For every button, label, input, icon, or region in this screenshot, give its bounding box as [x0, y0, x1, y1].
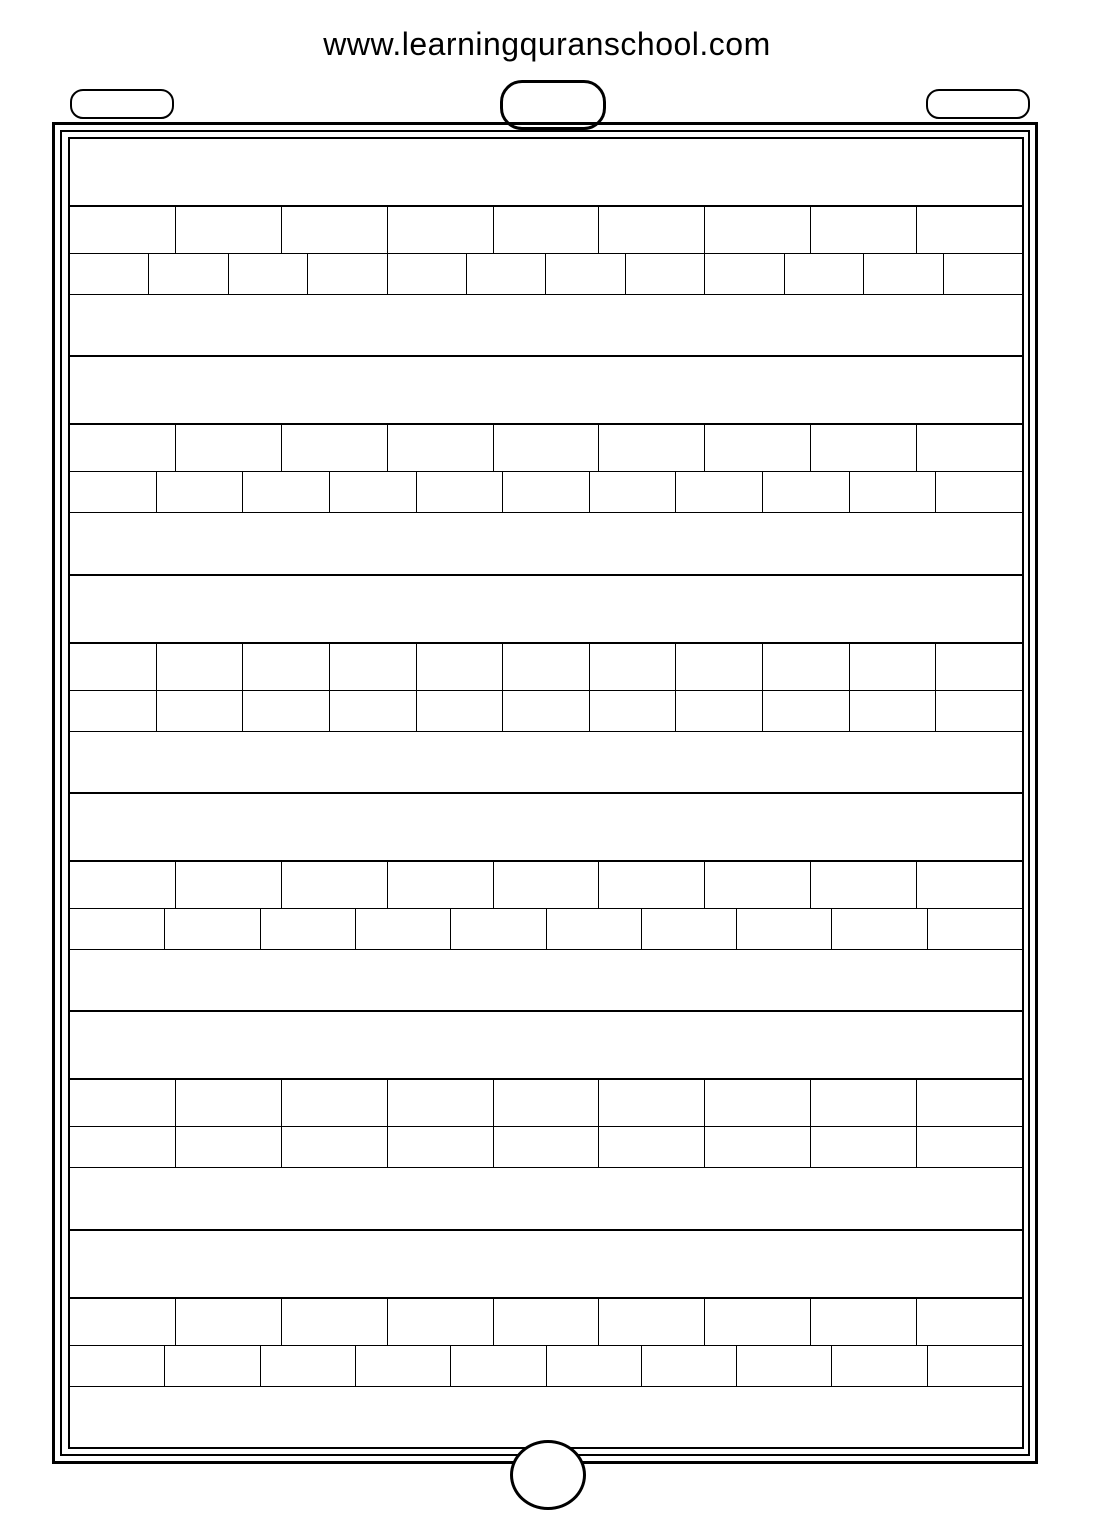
translation-cell — [502, 472, 589, 512]
verse-text — [70, 576, 1022, 644]
translation-cell — [70, 909, 164, 949]
word-cell — [281, 425, 387, 471]
word-cell — [916, 1080, 1022, 1126]
word-cell — [810, 1080, 916, 1126]
word-cell — [704, 1080, 810, 1126]
word-cell — [387, 425, 493, 471]
full-translation — [70, 1168, 1022, 1228]
translation-cell — [675, 472, 762, 512]
translation-cell — [849, 691, 936, 731]
word-cell — [175, 425, 281, 471]
word-cell — [598, 1299, 704, 1345]
page-content — [68, 137, 1024, 1449]
word-cell — [704, 1299, 810, 1345]
translation-cell — [355, 909, 450, 949]
translation-cell — [416, 691, 503, 731]
word-cell — [493, 1299, 599, 1345]
word-cell — [704, 425, 810, 471]
translation-cell — [228, 254, 307, 294]
translation-row — [70, 1346, 1022, 1387]
word-cell — [281, 862, 387, 908]
word-cell — [387, 207, 493, 253]
translation-cell — [156, 472, 243, 512]
word-cell — [175, 1080, 281, 1126]
translation-row — [70, 472, 1022, 513]
verse-text — [70, 139, 1022, 207]
word-cell — [281, 1299, 387, 1345]
word-cell — [387, 862, 493, 908]
word-row — [70, 1080, 1022, 1127]
word-cell — [598, 207, 704, 253]
word-cell — [329, 644, 416, 690]
word-row — [70, 862, 1022, 909]
full-translation — [70, 295, 1022, 355]
word-cell — [916, 207, 1022, 253]
translation-cell — [589, 691, 676, 731]
translation-cell — [736, 909, 831, 949]
translation-row — [70, 254, 1022, 295]
translation-cell — [704, 1127, 810, 1167]
verse-section — [70, 794, 1022, 1012]
verse-text — [70, 1231, 1022, 1299]
translation-cell — [598, 1127, 704, 1167]
word-cell — [675, 644, 762, 690]
translation-cell — [831, 909, 926, 949]
word-cell — [156, 644, 243, 690]
translation-cell — [736, 1346, 831, 1386]
word-cell — [387, 1080, 493, 1126]
word-cell — [281, 207, 387, 253]
word-row — [70, 425, 1022, 472]
word-cell — [704, 862, 810, 908]
word-cell — [502, 644, 589, 690]
word-cell — [916, 425, 1022, 471]
para-label — [926, 89, 1030, 119]
word-cell — [810, 425, 916, 471]
translation-cell — [831, 1346, 926, 1386]
word-cell — [916, 862, 1022, 908]
full-translation — [70, 950, 1022, 1010]
translation-cell — [416, 472, 503, 512]
translation-cell — [387, 254, 466, 294]
translation-cell — [625, 254, 704, 294]
verse-text — [70, 357, 1022, 425]
word-cell — [175, 862, 281, 908]
manzil-badge — [510, 1440, 586, 1510]
word-cell — [598, 425, 704, 471]
verse-text — [70, 1012, 1022, 1080]
verse-section — [70, 139, 1022, 357]
word-cell — [589, 644, 676, 690]
translation-cell — [943, 254, 1022, 294]
word-cell — [175, 1299, 281, 1345]
word-cell — [935, 644, 1022, 690]
translation-cell — [927, 1346, 1022, 1386]
full-translation — [70, 513, 1022, 573]
verse-text — [70, 794, 1022, 862]
word-cell — [387, 1299, 493, 1345]
translation-cell — [546, 1346, 641, 1386]
translation-cell — [849, 472, 936, 512]
word-cell — [810, 207, 916, 253]
verse-section — [70, 1231, 1022, 1447]
full-translation — [70, 1387, 1022, 1447]
word-row — [70, 207, 1022, 254]
word-cell — [598, 1080, 704, 1126]
translation-row — [70, 691, 1022, 732]
full-translation — [70, 732, 1022, 792]
word-cell — [762, 644, 849, 690]
translation-cell — [935, 691, 1022, 731]
word-cell — [70, 207, 175, 253]
word-cell — [70, 1299, 175, 1345]
page-header — [70, 80, 1030, 126]
translation-cell — [450, 1346, 545, 1386]
translation-cell — [260, 1346, 355, 1386]
word-row — [70, 1299, 1022, 1346]
translation-cell — [589, 472, 676, 512]
word-cell — [493, 1080, 599, 1126]
word-cell — [598, 862, 704, 908]
word-cell — [704, 207, 810, 253]
word-cell — [849, 644, 936, 690]
translation-cell — [164, 909, 259, 949]
word-cell — [242, 644, 329, 690]
translation-cell — [762, 472, 849, 512]
verse-section — [70, 1012, 1022, 1230]
translation-cell — [641, 909, 736, 949]
translation-cell — [762, 691, 849, 731]
translation-cell — [355, 1346, 450, 1386]
word-cell — [70, 425, 175, 471]
word-cell — [493, 862, 599, 908]
translation-cell — [242, 691, 329, 731]
word-cell — [281, 1080, 387, 1126]
translation-cell — [502, 691, 589, 731]
translation-cell — [810, 1127, 916, 1167]
translation-cell — [156, 691, 243, 731]
word-cell — [416, 644, 503, 690]
translation-cell — [70, 254, 148, 294]
translation-cell — [675, 691, 762, 731]
translation-cell — [387, 1127, 493, 1167]
translation-row — [70, 1127, 1022, 1168]
translation-cell — [546, 909, 641, 949]
translation-cell — [307, 254, 386, 294]
word-row — [70, 644, 1022, 691]
translation-cell — [329, 472, 416, 512]
word-cell — [70, 862, 175, 908]
translation-cell — [784, 254, 863, 294]
translation-cell — [927, 909, 1022, 949]
translation-cell — [863, 254, 942, 294]
translation-cell — [70, 1127, 175, 1167]
site-url: www.learningquranschool.com — [323, 26, 771, 62]
word-cell — [493, 425, 599, 471]
translation-cell — [70, 691, 156, 731]
translation-cell — [164, 1346, 259, 1386]
translation-cell — [450, 909, 545, 949]
translation-cell — [493, 1127, 599, 1167]
word-cell — [70, 1080, 175, 1126]
verse-section — [70, 576, 1022, 794]
translation-cell — [704, 254, 783, 294]
verse-section — [70, 357, 1022, 575]
translation-cell — [916, 1127, 1022, 1167]
word-cell — [175, 207, 281, 253]
translation-row — [70, 909, 1022, 950]
translation-cell — [281, 1127, 387, 1167]
translation-cell — [466, 254, 545, 294]
translation-cell — [935, 472, 1022, 512]
word-cell — [493, 207, 599, 253]
translation-cell — [148, 254, 227, 294]
translation-cell — [70, 472, 156, 512]
translation-cell — [175, 1127, 281, 1167]
translation-cell — [545, 254, 624, 294]
surah-label — [70, 89, 174, 119]
word-cell — [810, 1299, 916, 1345]
translation-cell — [260, 909, 355, 949]
word-cell — [916, 1299, 1022, 1345]
translation-cell — [329, 691, 416, 731]
word-cell — [810, 862, 916, 908]
translation-cell — [242, 472, 329, 512]
translation-cell — [70, 1346, 164, 1386]
translation-cell — [641, 1346, 736, 1386]
word-cell — [70, 644, 156, 690]
